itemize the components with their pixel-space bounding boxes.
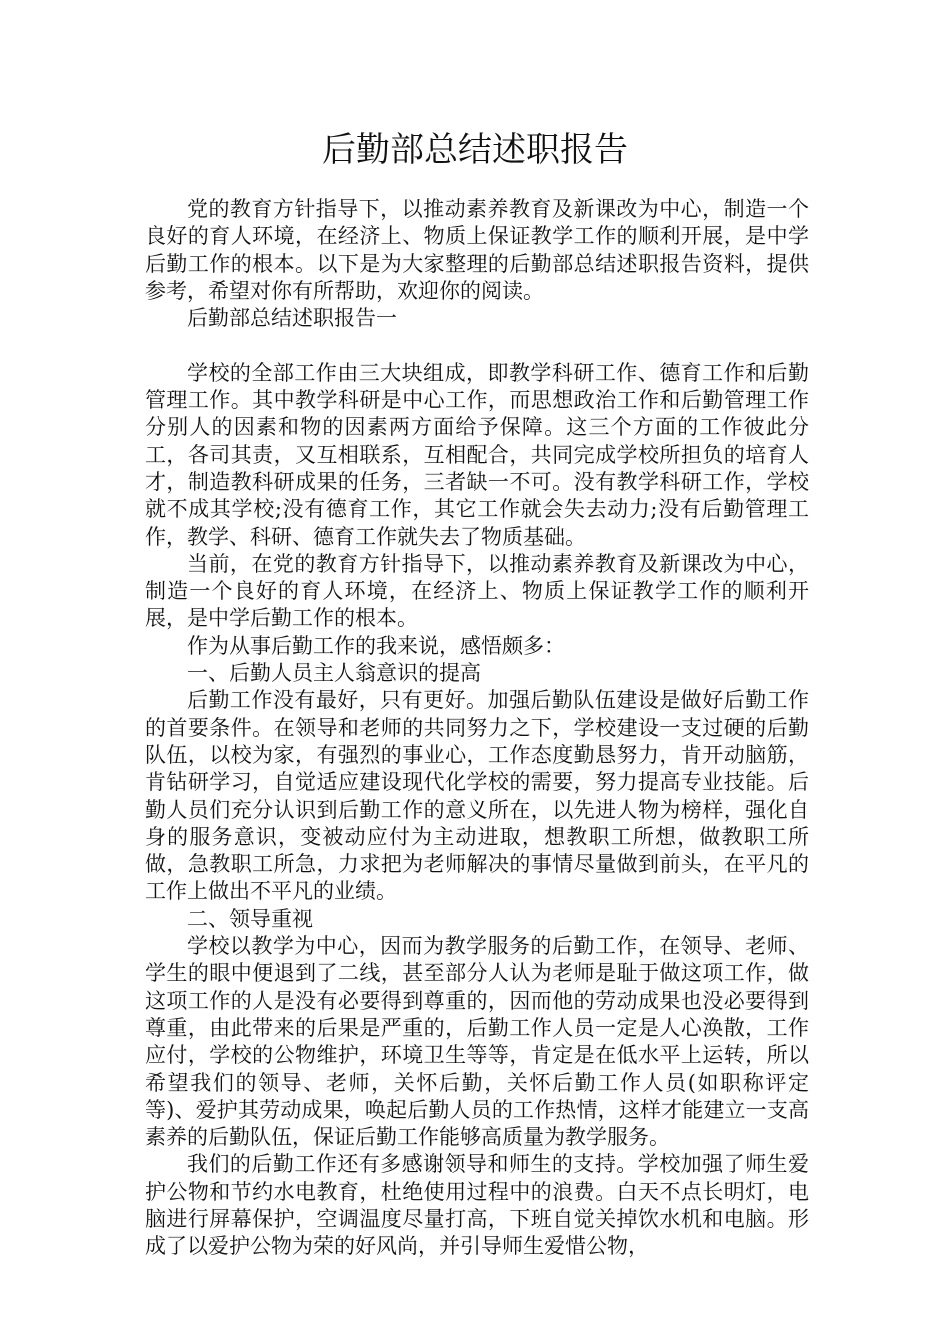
document-body bbox=[145, 196, 809, 1261]
paragraph-current: 当前，在党的教育方针指导下，以推动素养教育及新课改为中心，制造一个良好的育人环境，在经济上、物质上保证教学工作的顺利开展，是中学后勤工作的根本。 bbox=[145, 551, 809, 631]
paragraph-team-building: 后勤工作没有最好，只有更好。加强后勤队伍建设是做好后勤工作的首要条件。在领导和老师的共同努力之下，学校建设一支过硬的后勤队伍，以校为家，有强烈的事业心，工作态度勤恳努力，肯开动脑筋，肯钻研学习，自觉适应建设现代化学校的需要，努力提高专业技能。后勤人员们充分认识到后勤工作的意义所在，以先进人物为榜样，强化自身的服务意识，变被动应付为主动进取，想教职工所想，做教职工所做，急教职工所急，力求把为老师解决的事情尽量做到前头，在平凡的工作上做出不平凡的业绩。 bbox=[145, 688, 809, 904]
paragraph-school-work: 学校的全部工作由三大块组成，即教学科研工作、德育工作和后勤管理工作。其中教学科研是中心工作，而思想政治工作和后勤管理工作分别人的因素和物的因素两方面给予保障。这三个方面的工作彼此分工，各司其责，又互相联系，互相配合，共同完成学校所担负的培育人才，制造教科研成果的任务，三者缺一不可。没有教学科研工作，学校就不成其学校;没有德育工作，其它工作就会失去动力;没有后勤管理工作，教学、科研、德育工作就失去了物质基础。 bbox=[145, 360, 809, 549]
section-heading-report-one: 后勤部总结述职报告一 bbox=[187, 306, 397, 331]
paragraph-feelings: 作为从事后勤工作的我来说，感悟颇多： bbox=[187, 633, 565, 658]
paragraph-thanks: 我们的后勤工作还有多感谢领导和师生的支持。学校加强了师生爱护公物和节约水电教育，杜绝使用过程中的浪费。白天不点长明灯，电脑进行屏幕保护，空调温度尽量打高，下班自觉关掉饮水机和电脑。形成了以爱护公物为荣的好风尚，并引导师生爱惜公物， bbox=[145, 1152, 809, 1259]
section-heading-two: 二、领导重视 bbox=[187, 906, 313, 931]
blank-line bbox=[145, 332, 809, 359]
paragraph-leadership: 学校以教学为中心，因而为教学服务的后勤工作，在领导、老师、学生的眼中便退到了二线，甚至部分人认为老师是耻于做这项工作，做这项工作的人是没有必要得到尊重的，因而他的劳动成果也没必要得到尊重，由此带来的后果是严重的，后勤工作人员一定是人心涣散，工作应付，学校的公物维护，环境卫生等等，肯定是在低水平上运转，所以希望我们的领导、老师，关怀后勤，关怀后勤工作人员(如职称评定等)、爱护其劳动成果，唤起后勤人员的工作热情，这样才能建立一支高素养的后勤队伍，保证后勤工作能够高质量为教学服务。 bbox=[145, 934, 809, 1150]
document-title: 后勤部总结述职报告 bbox=[322, 130, 628, 170]
section-heading-one: 一、后勤人员主人翁意识的提高 bbox=[187, 661, 481, 686]
intro-paragraph: 党的教育方针指导下，以推动素养教育及新课改为中心，制造一个良好的育人环境，在经济上、物质上保证教学工作的顺利开展，是中学后勤工作的根本。以下是为大家整理的后勤部总结述职报告资料，提供参考，希望对你有所帮助，欢迎你的阅读。 bbox=[145, 197, 809, 303]
